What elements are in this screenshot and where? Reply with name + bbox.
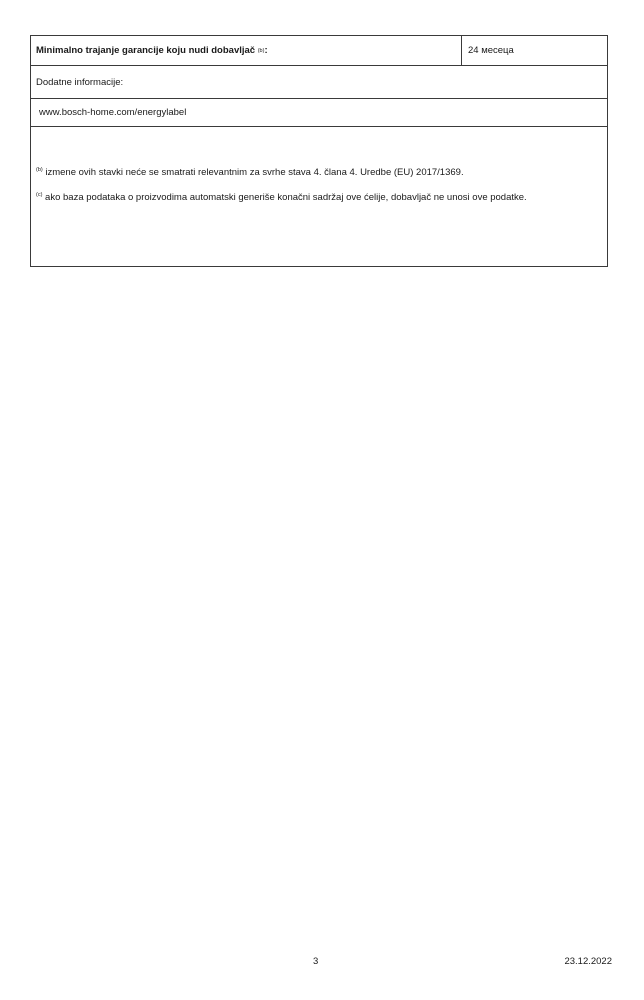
additional-info-row bbox=[31, 66, 607, 99]
page-number: 3 bbox=[313, 956, 319, 967]
website-row bbox=[31, 99, 607, 127]
warranty-row bbox=[31, 36, 607, 66]
footnote-b bbox=[36, 167, 602, 179]
warranty-value: 24 месеца bbox=[468, 45, 514, 56]
footnote-b-text: izmene ovih stavki neće se smatrati relevantnim za svrhe stava 4. člana 4. Uredbe (EU) 2017/1369. bbox=[42, 167, 464, 178]
footnotes-cell bbox=[31, 127, 607, 266]
warranty-value-cell bbox=[462, 36, 607, 65]
footnote-c-text: ako baza podataka o proizvodima automatski generiše konačni sadržaj ove ćelije, dobavljač ne unosi ove podatke. bbox=[42, 191, 527, 203]
footer-date: 23.12.2022 bbox=[564, 956, 612, 967]
product-info-table bbox=[30, 35, 608, 267]
footnote-b-marker: (b) bbox=[36, 166, 43, 173]
footnote-c-marker: (c) bbox=[36, 191, 43, 198]
warranty-label-colon: : bbox=[264, 45, 268, 56]
warranty-label-cell: Minimalno trajanje garancije koju nudi dobavljač (b) : bbox=[31, 36, 462, 65]
energy-label-website: www.bosch-home.com/energylabel bbox=[39, 107, 187, 118]
footnote-c bbox=[36, 192, 602, 204]
warranty-label: Minimalno trajanje garancije koju nudi dobavljač bbox=[36, 45, 256, 56]
additional-info-label: Dodatne informacije: bbox=[36, 76, 124, 88]
